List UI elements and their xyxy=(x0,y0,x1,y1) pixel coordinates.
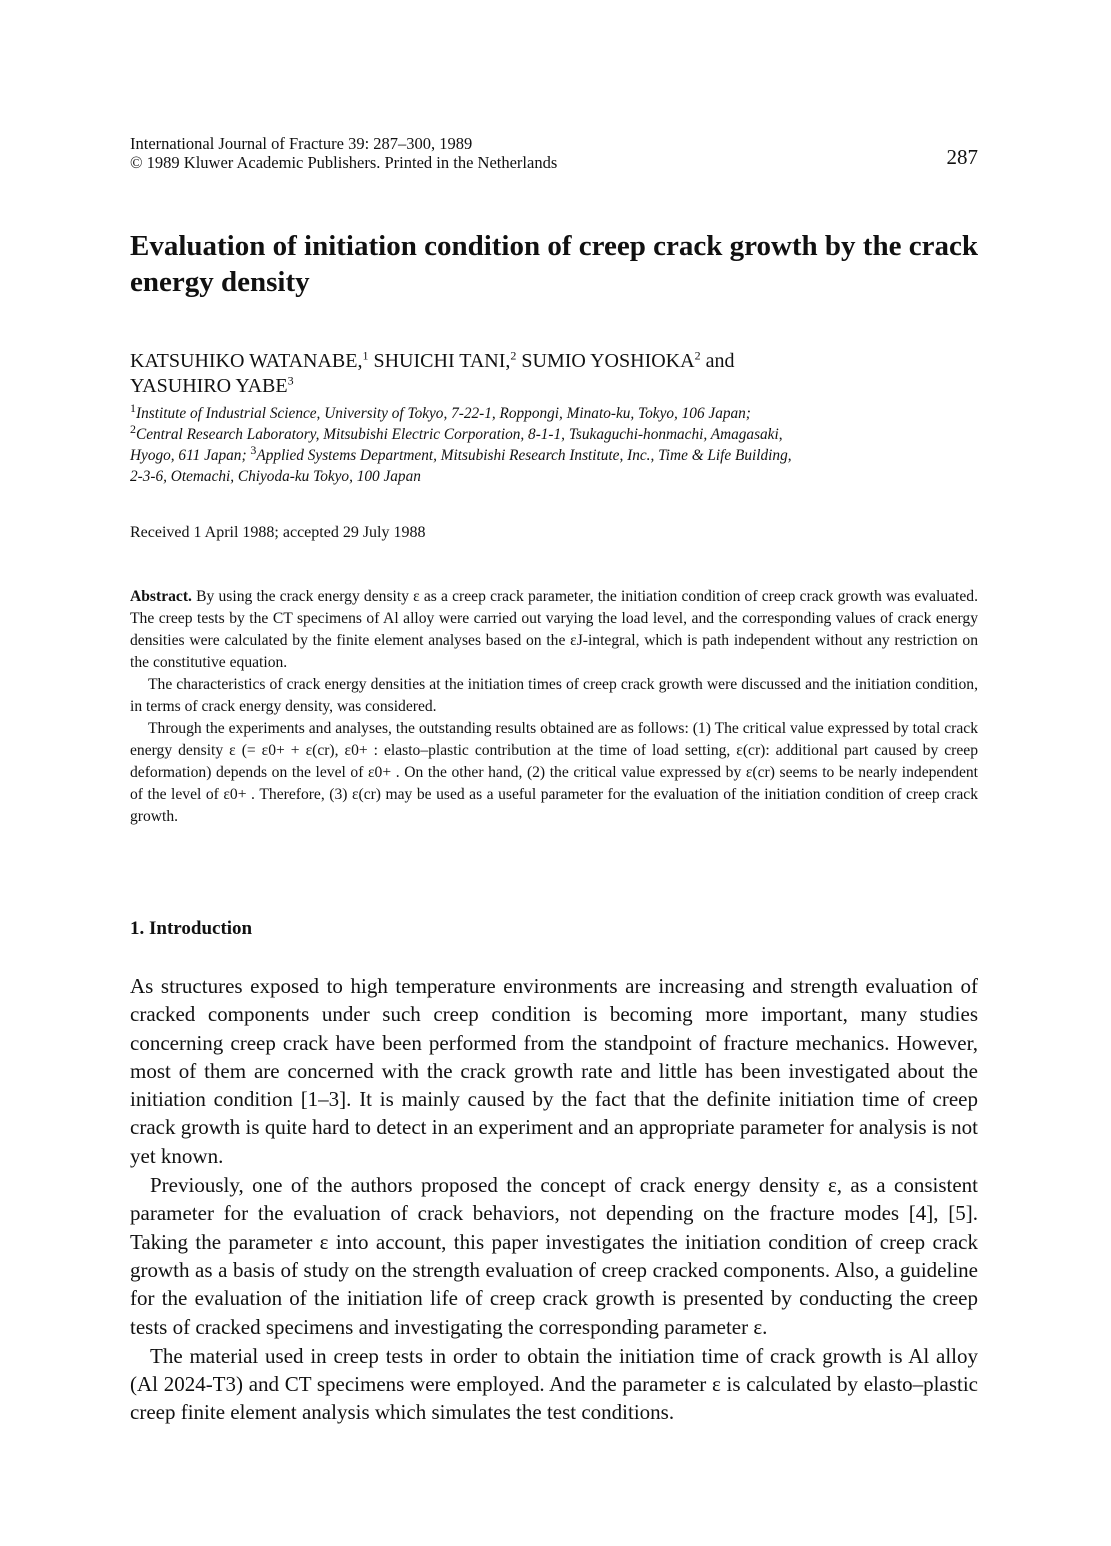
paper-title: Evaluation of initiation condition of creep crack growth by the crack energy density xyxy=(130,230,978,298)
copyright-line: © 1989 Kluwer Academic Publishers. Printed in the Netherlands xyxy=(130,153,558,172)
affiliations xyxy=(130,400,978,487)
affiliation-text: Institute of Industrial Science, University of Tokyo, 7-22-1, Roppongi, Minato-ku, Tokyo, 106 Japan; xyxy=(136,405,751,422)
affiliation-mark: 1 xyxy=(130,400,136,415)
affiliation-line xyxy=(130,400,978,424)
author-affiliation-mark: 2 xyxy=(510,348,517,363)
affiliation-text: Hyogo, 611 Japan; xyxy=(130,447,251,464)
author-affiliation-mark: 1 xyxy=(362,348,369,363)
affiliation-mark: 3 xyxy=(250,442,257,457)
author-affiliation-mark: 2 xyxy=(694,348,701,363)
author-name: KATSUHIKO WATANABE, xyxy=(130,350,363,372)
journal-header xyxy=(130,134,978,172)
abstract xyxy=(130,586,978,828)
section-heading: 1. Introduction xyxy=(130,918,253,939)
abstract-paragraph: The characteristics of crack energy densities at the initiation times of creep crack growth were discussed and the initiation condition, in terms of crack energy density, was considered. xyxy=(130,676,978,715)
affiliation-line xyxy=(130,421,978,445)
body-paragraph: The material used in creep tests in order to obtain the initiation time of crack growth is Al alloy (Al 2024-T3) and CT specimens were employed. And the parameter ε is calculated by elasto–plastic creep finite element analysis which simulates the test conditions. xyxy=(130,1343,978,1425)
received-dates: Received 1 April 1988; accepted 29 July 1988 xyxy=(130,524,426,541)
affiliation-mark: 2 xyxy=(130,421,136,436)
affiliation-line xyxy=(130,442,978,466)
abstract-label: Abstract. xyxy=(130,588,192,605)
affiliation-text: Central Research Laboratory, Mitsubishi Electric Corporation, 8-1-1, Tsukaguchi-honmachi, Amagasaki, xyxy=(136,426,783,443)
author-list xyxy=(130,349,978,399)
author-conjunction: and xyxy=(705,350,735,372)
author-name: SUMIO YOSHIOKA xyxy=(521,350,695,372)
introduction-body xyxy=(130,972,978,1428)
affiliation-text: Applied Systems Department, Mitsubishi Research Institute, Inc., Time & Life Building, xyxy=(256,447,792,464)
author-name: YASUHIRO YABE xyxy=(130,375,288,397)
abstract-paragraph xyxy=(130,586,978,674)
affiliation-line: 2-3-6, Otemachi, Chiyoda-ku Tokyo, 100 Japan xyxy=(130,468,421,485)
author-name: SHUICHI TANI, xyxy=(373,350,511,372)
page-number: 287 xyxy=(946,145,978,169)
journal-citation: International Journal of Fracture 39: 287–300, 1989 xyxy=(130,134,473,153)
body-paragraph: As structures exposed to high temperature environments are increasing and strength evaluation of cracked components under such creep condition is becoming more important, many studies concerning creep crack have been performed from the standpoint of fracture mechanics. However, most of them are concerned with the crack growth rate and little has been investigated about the initiation condition [1–3]. It is mainly caused by the fact that the definite initiation time of creep crack growth is quite hard to detect in an experiment and an appropriate parameter for analysis is not yet known. xyxy=(130,974,978,1168)
body-paragraph: Previously, one of the authors proposed the concept of crack energy density ε, as a consistent parameter for the evaluation of crack behaviors, not depending on the fracture modes [4], [5]. Taking the parameter ε into account, this paper investigates the initiation condition of creep crack growth as a basis of study on the strength evaluation of creep cracked components. Also, a guideline for the evaluation of the initiation life of creep crack growth is presented by conducting the creep tests of cracked specimens and investigating the corresponding parameter ε. xyxy=(130,1173,978,1339)
abstract-text: By using the crack energy density ε as a creep crack parameter, the initiation condition of creep crack growth was evaluated. The creep tests by the CT specimens of Al alloy were carried out varying the load level, and the corresponding values of crack energy densities were calculated by the finite element analyses based on the εJ-integral, which is path independent without any restriction on the constitutive equation. xyxy=(130,588,978,671)
abstract-paragraph: Through the experiments and analyses, the outstanding results obtained are as follows: (1) The critical value expressed by total crack energy density ε (= ε0+ + ε(cr), ε0+ : elasto–plastic contribution at the time of load setting, ε(cr): additional part caused by creep deformation) depends on the level of ε0+ . On the other hand, (2) the critical value expressed by ε(cr) seems to be nearly independent of the level of ε0+ . Therefore, (3) ε(cr) may be used as a useful parameter for the evaluation of the initiation condition of creep crack growth. xyxy=(130,720,978,825)
author-affiliation-mark: 3 xyxy=(287,373,294,388)
